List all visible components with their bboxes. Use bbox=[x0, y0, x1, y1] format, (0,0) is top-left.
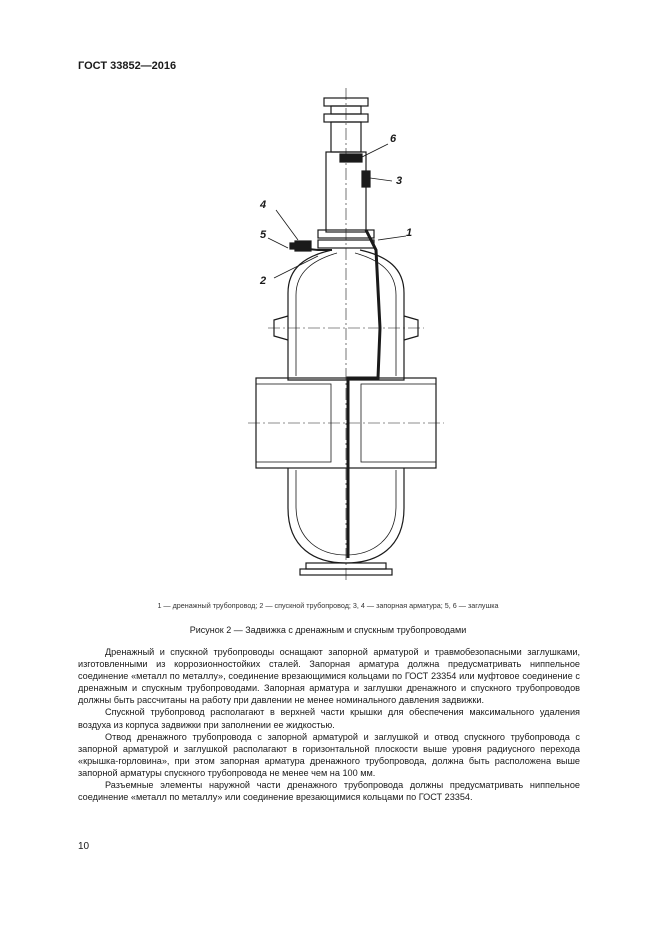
document-header: ГОСТ 33852—2016 bbox=[78, 60, 177, 72]
callout-1: 1 bbox=[406, 227, 413, 239]
paragraph: Разъемные элементы наружной части дренажного трубопровода должны предусматривать ниппельное соединение «металл по металлу» или соединение врезающимися кольцами по ГОСТ 23354. bbox=[78, 780, 580, 803]
paragraph: Дренажный и спускной трубопроводы оснащают запорной арматурой и травмобезопасными заглушками, изготовленными из коррозионностойких сталей. Запорная арматура должна предусматривать ниппельное соединение «металл по металлу», соединение врезающимися кольцами по ГОСТ 23354 или муфтовое соединение с дренажным и спускным трубопроводами. Запорная арматура и заглушки дренажного и спускного трубопроводов должны быть рассчитаны на работу при давлении не менее номинального давления задвижки. bbox=[78, 647, 580, 706]
valve-4 bbox=[295, 241, 311, 251]
figure-caption: Рисунок 2 — Задвижка с дренажным и спускным трубопроводами bbox=[189, 625, 467, 635]
plug-5 bbox=[290, 243, 296, 249]
callout-5: 5 bbox=[260, 229, 267, 241]
figure-legend: 1 — дренажный трубопровод; 2 — спускной трубопровод; 3, 4 — запорная арматура; 5, 6 — заглушка bbox=[157, 601, 499, 610]
paragraph: Отвод дренажного трубопровода с запорной арматурой и заглушкой и отвод спускного трубопровода с запорной арматурой и заглушкой располагают в горизонтальной плоскости выше уровня радиусного перехода «крышка-горловина», при этом запорная арматура дренажного трубопровода, должна быть расположена выше запорной арматуры спускного трубопровода не менее чем на 100 мм. bbox=[78, 731, 580, 778]
body-text bbox=[78, 646, 580, 803]
gate-valve-drawing bbox=[220, 88, 470, 588]
callout-6: 6 bbox=[390, 133, 397, 145]
paragraph: Спускной трубопровод располагают в верхней части крышки для обеспечения максимального удаления воздуха из корпуса задвижки при заполнении ее жидкостью. bbox=[78, 707, 580, 730]
callout-4: 4 bbox=[260, 199, 267, 211]
callout-3: 3 bbox=[396, 175, 403, 187]
page-number: 10 bbox=[78, 841, 90, 852]
drain-pipe bbox=[348, 230, 380, 558]
plug-6 bbox=[340, 154, 362, 162]
callout-2: 2 bbox=[260, 275, 267, 287]
valve-3 bbox=[362, 171, 370, 187]
